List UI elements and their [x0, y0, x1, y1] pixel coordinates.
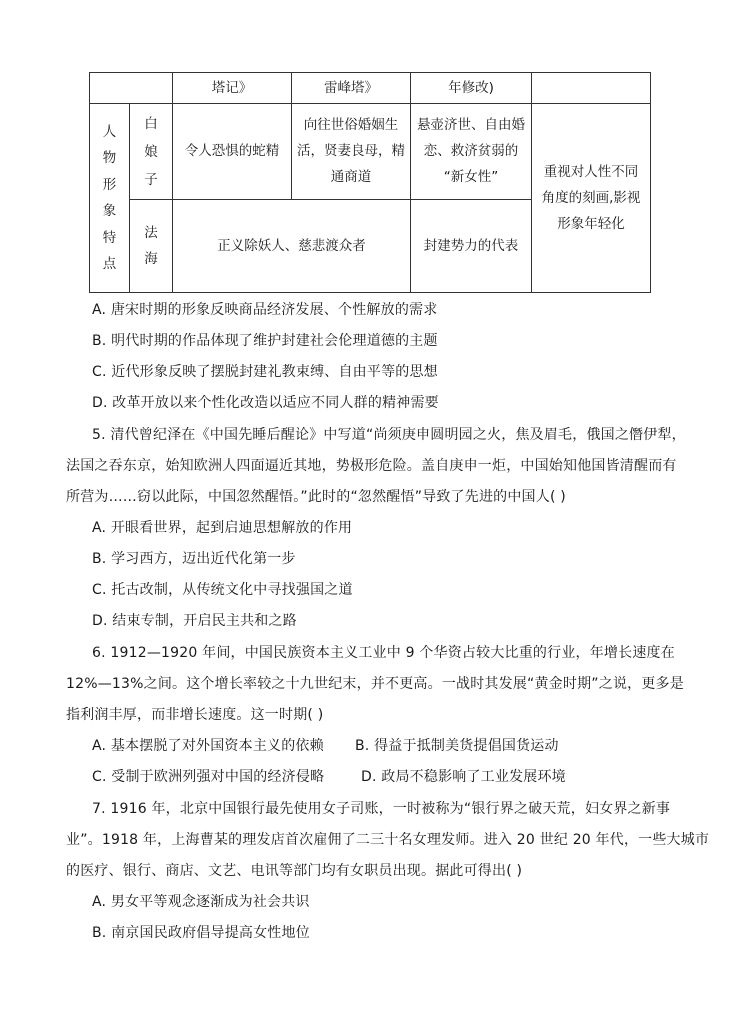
q6-stem-line-2: 12%—13%之间。这个增长率较之十九世纪末，并不更高。一战时其发展“黄金时期”之说，更多是	[66, 676, 684, 692]
label-fa-hai: 法海	[144, 225, 158, 267]
fa-cell-3: 封建势力的代表	[411, 199, 532, 293]
bai-cell-1: 令人恐惧的蛇精	[173, 104, 292, 200]
q4-option-a: A. 唐宋时期的形象反映商品经济发展、个性解放的需求	[92, 302, 438, 318]
label-bai-niangzi: 白娘子	[144, 115, 158, 188]
q6-stem-line-1: 6. 1912—1920 年间，中国民族资本主义工业中 9 个华资占较大比重的行业，年增长速度在	[92, 645, 675, 661]
q6-option-a: A. 基本摆脱了对外国资本主义的依赖	[92, 738, 324, 754]
header-cell-empty	[90, 73, 173, 104]
q7-stem-line-2: 业”。1918 年，上海曹某的理发店首次雇佣了二三十名女理发师。进入 20 世纪 20 年代，一些大城市	[66, 832, 710, 848]
q7-stem-line-3: 的医疗、银行、商店、文艺、电讯等部门均有女职员出现。据此可得出( )	[66, 863, 523, 879]
bai-cell-3: 悬壶济世、自由婚 恋、救济贫弱的 “新女性”	[411, 104, 532, 200]
header-cell-4	[532, 73, 651, 104]
q5-stem-line-2: 法国之吞东京，始知欧洲人四面逼近其地，势极形危险。盖自庚申一炬，中国始知他国皆清醒而有	[66, 458, 677, 474]
bai-cell-2: 向往世俗婚姻生 活，贤妻良母，精 通商道	[292, 104, 411, 200]
header-cell-1: 塔记》	[173, 73, 292, 104]
q7-option-a: A. 男女平等观念逐渐成为社会共识	[92, 894, 310, 910]
comparison-table	[89, 72, 651, 293]
q5-option-a: A. 开眼看世界，起到启迪思想解放的作用	[92, 520, 353, 536]
q4-option-b: B. 明代时期的作品体现了维护封建社会伦理道德的主题	[92, 333, 438, 349]
fa-cell-12: 正义除妖人、慈悲渡众者	[173, 199, 411, 293]
table-row-bai	[90, 104, 651, 200]
header-cell-3: 年修改)	[411, 73, 532, 104]
q5-option-b: B. 学习西方，迈出近代化第一步	[92, 551, 296, 567]
q7-option-b: B. 南京国民政府倡导提高女性地位	[92, 925, 310, 941]
q6-option-d: D. 政局不稳影响了工业发展环境	[361, 769, 566, 785]
row-label-characteristics: 人物形象特点	[102, 123, 117, 272]
table-header-row	[90, 73, 651, 104]
q4-option-d: D. 改革开放以来个性化改造以适应不同人群的精神需要	[92, 395, 439, 411]
q6-option-c: C. 受制于欧洲列强对中国的经济侵略	[92, 769, 325, 785]
q5-option-c: C. 托古改制，从传统文化中寻找强国之道	[92, 582, 353, 598]
q7-stem-line-1: 7. 1916 年，北京中国银行最先使用女子司账，一时被称为“银行界之破天荒，妇女界之新事	[92, 801, 671, 817]
header-cell-2: 雷峰塔》	[292, 73, 411, 104]
q5-stem-line-1: 5. 清代曾纪泽在《中国先睡后醒论》中写道“尚须庚申圆明园之火，焦及眉毛，俄国之僭伊犁，	[92, 427, 686, 443]
q6-option-b: B. 得益于抵制美货提倡国货运动	[355, 738, 559, 754]
q5-stem-line-3: 所营为……窃以此际，中国忽然醒悟。”此时的“忽然醒悟”导致了先进的中国人( )	[66, 489, 566, 505]
q6-stem-line-3: 指利润丰厚，而非增长速度。这一时期( )	[66, 707, 324, 723]
last-column-cell: 重视对人性不同 角度的刻画,影视 形象年轻化	[532, 104, 651, 293]
q4-option-c: C. 近代形象反映了摆脱封建礼教束缚、自由平等的思想	[92, 364, 438, 380]
q5-option-d: D. 结束专制，开启民主共和之路	[92, 613, 297, 629]
